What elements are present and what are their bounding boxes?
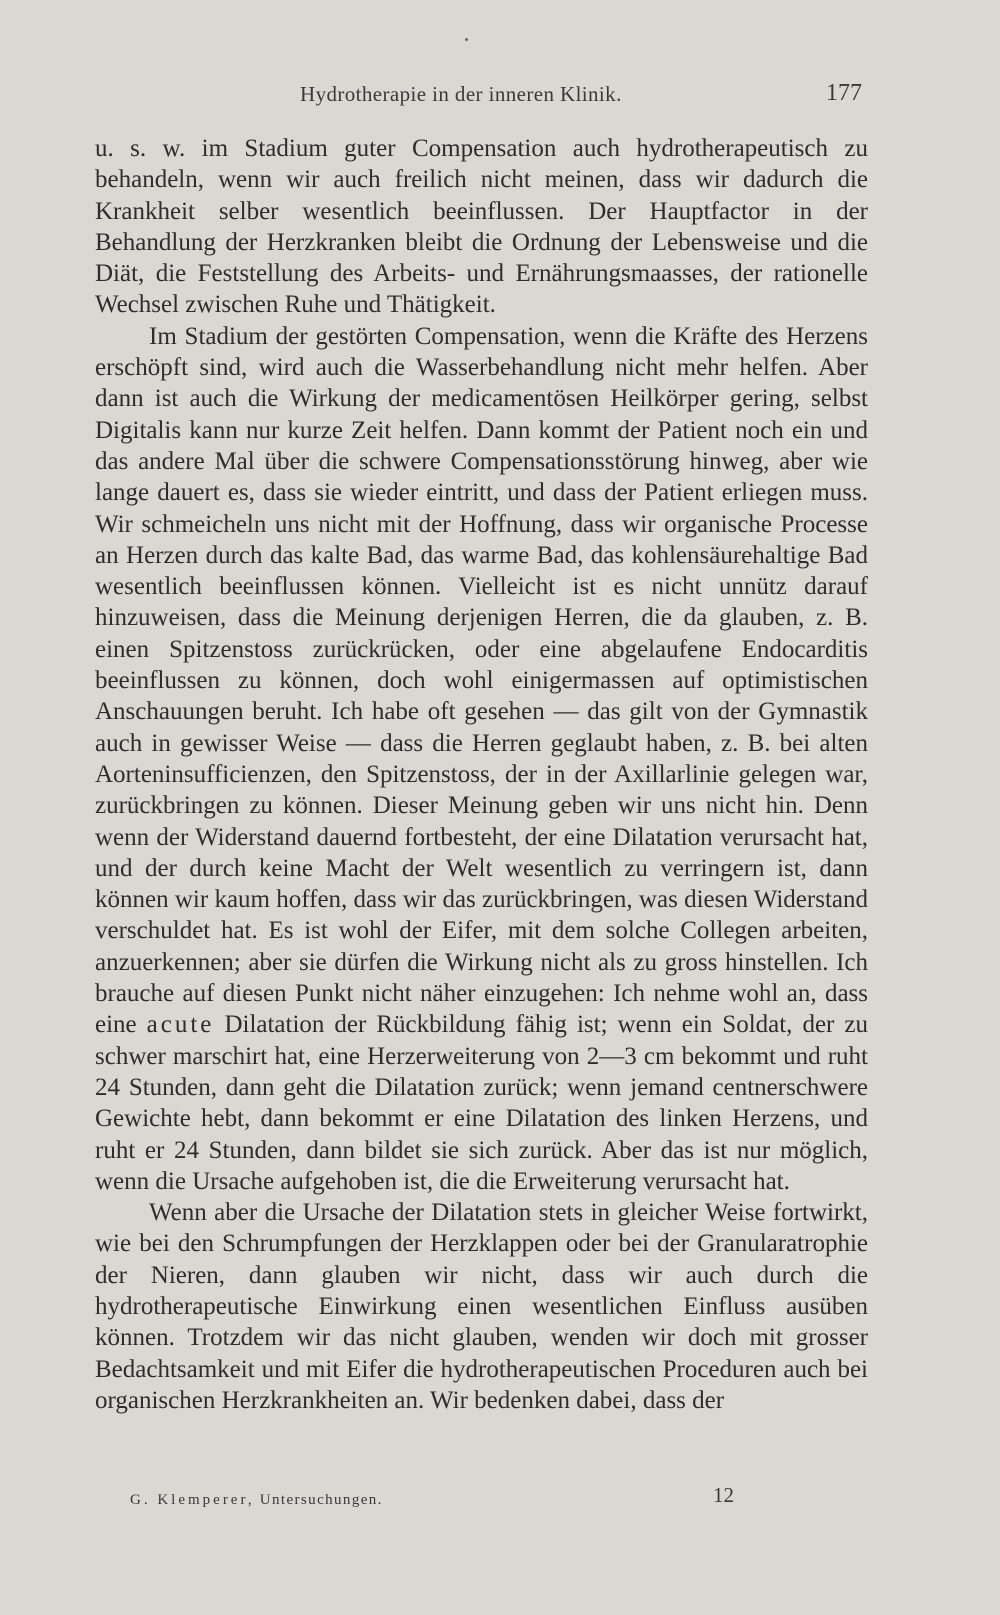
paragraph-3: Wenn aber die Ursache der Dilatation stets in gleicher Weise fortwirkt, wie bei den Schrumpfungen der Herzklappen oder bei der Granularatrophie der Nieren, dann glauben wir nicht, dass wir auch durch die hydrotherapeutische Einwirkung einen wesentlichen Einfluss ausüben können. Trotzdem wir das nicht glauben, wenden wir doch mit grosser Bedachtsamkeit und mit Eifer die hydrotherapeutischen Proceduren auch bei organischen Herzkrankheiten an. Wir bedenken dabei, dass der — [95, 1199, 868, 1414]
paragraph-2 — [95, 321, 868, 1197]
footer-author: G. Klemperer, — [130, 1492, 255, 1508]
running-head: Hydrotherapie in der inneren Klinik. — [300, 82, 622, 106]
emphasized-word: acute — [146, 1011, 215, 1039]
body-text — [95, 133, 868, 1416]
paragraph-1: u. s. w. im Stadium guter Compensation auch hydrotherapeutisch zu behandeln, wenn wir auch freilich nicht meinen, dass wir dadurch die Krankheit selber wesentlich beeinflussen. Der Hauptfactor in der Behandlung der Herzkranken bleibt die Ordnung der Lebensweise und die Diät, die Feststellung des Arbeits- und Ernährungsmaasses, der rationelle Wechsel zwischen Ruhe und Thätigkeit. — [95, 135, 868, 319]
footer-signature — [130, 1492, 383, 1509]
paragraph-2-text: Im Stadium der gestörten Compensation, wenn die Kräfte des Herzens erschöpft sind, wird auch die Wasserbehandlung nicht mehr helfen. Aber dann ist auch die Wirkung der medicamentösen Heilkörper gering, selbst Digitalis kann nur kurze Zeit helfen. Dann kommt der Patient noch ein und das andere Mal über die schwere Compensationsstörung hinweg, aber wie lange dauert es, dass sie wieder eintritt, und dass der Patient erliegen muss. Wir schmeicheln uns nicht mit der Hoffnung, dass wir organische Processe an Herzen durch das kalte Bad, das warme Bad, das kohlensäurehaltige Bad wesentlich beeinflussen können. Vielleicht ist es nicht unnütz darauf hinzuweisen, dass die Meinung derjenigen Herren, die da glauben, z. B. einen Spitzenstoss zurückrücken, oder eine abgelaufene Endocarditis beeinflussen zu können, doch wohl einigermassen auf optimistischen Anschauungen beruht. Ich habe oft gesehen — das gilt von der Gymnastik auch in gewisser Weise — dass die Herren geglaubt haben, z. B. bei alten Aorteninsufficienzen, den Spitzenstoss, der in der Axillarlinie gelegen war, zurückbringen zu können. Dieser Meinung geben wir uns nicht hin. Denn wenn der Widerstand dauernd fortbesteht, der eine Dilatation verursacht hat, und der durch keine Macht der Welt wesentlich zu verringern ist, dann können wir kaum hoffen, dass wir das zurückbringen, was diesen Widerstand verschuldet hat. Es ist wohl der Eifer, mit dem solche Collegen arbeiten, anzuerkennen; aber sie dürfen die Wirkung nicht als zu gross hinstellen. Ich brauche auf diesen Punkt nicht näher einzugehen: Ich nehme wohl an, dass eine — [95, 322, 868, 1039]
paragraph-2-text-continued: Dilatation der Rückbildung fähig ist; wenn ein Soldat, der zu schwer marschirt hat, eine Herzerweiterung von 2—3 cm bekommt und ruht 24 Stunden, dann geht die Dilatation zurück; wenn jemand centnerschwere Gewichte hebt, dann bekommt er eine Dilatation des linken Herzens, und ruht er 24 Stunden, dann bildet sie sich zurück. Aber das ist nur möglich, wenn die Ursache aufgehoben ist, die die Erweiterung verursacht hat. — [95, 1011, 868, 1195]
print-speck — [465, 38, 468, 41]
page-number: 177 — [826, 80, 862, 106]
footer-work-title: Untersuchungen. — [259, 1492, 383, 1508]
sheet-number: 12 — [713, 1483, 734, 1507]
